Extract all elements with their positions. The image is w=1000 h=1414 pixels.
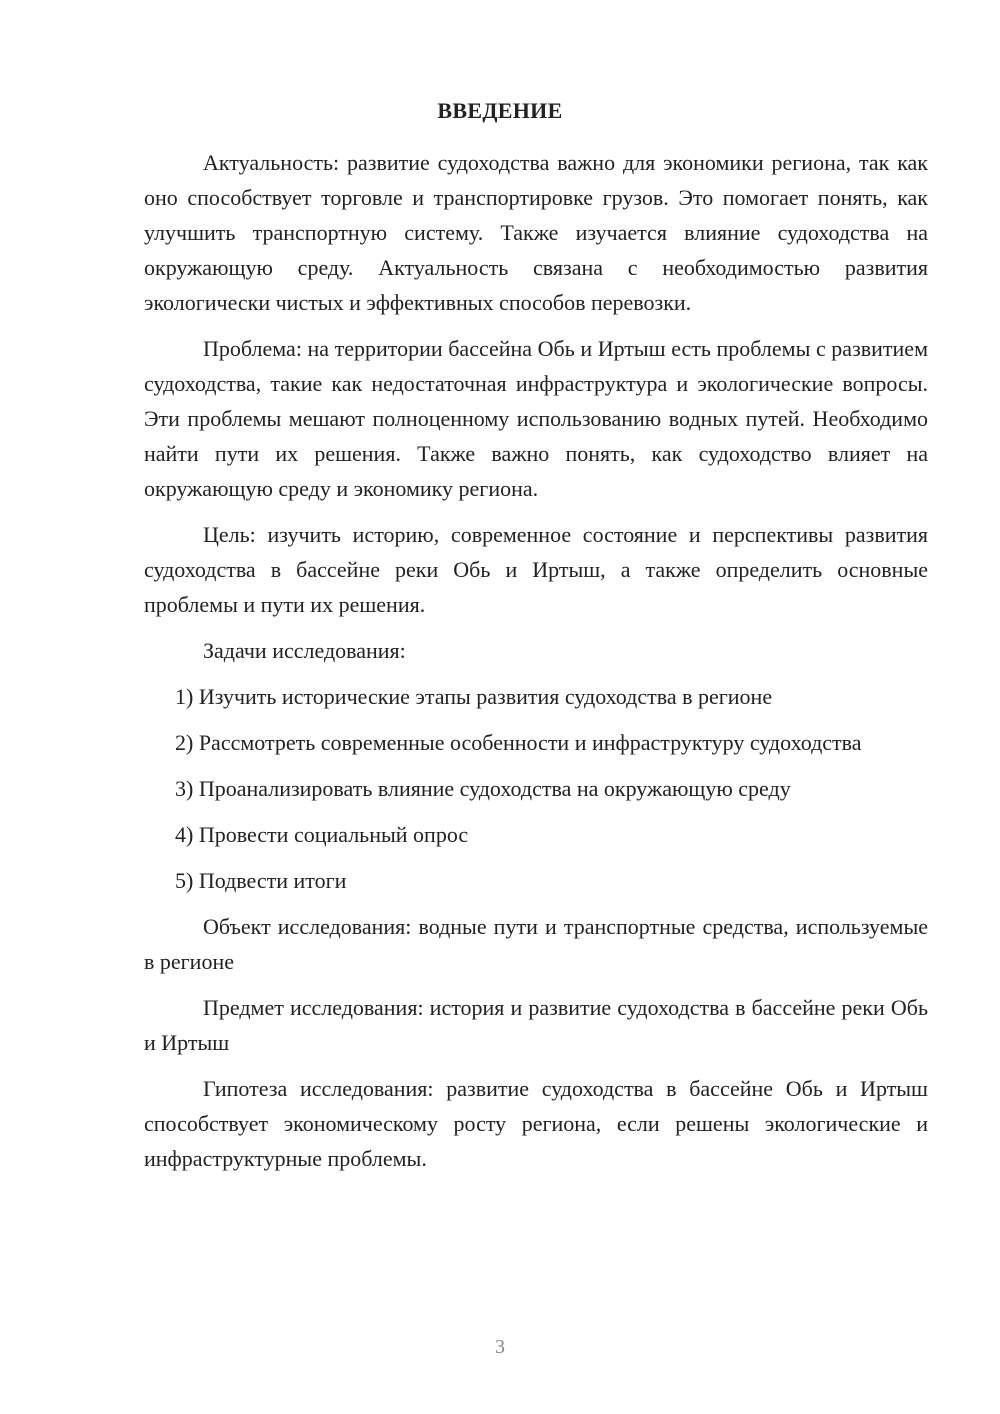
paragraph-object: Объект исследования: водные пути и транспортные средства, используемые в регионе [144,914,928,974]
page-number: 3 [495,1336,505,1358]
paragraph-goal: Цель: изучить историю, современное состояние и перспективы развития судоходства в бассейне реки Обь и Иртыш, а также определить основные проблемы и пути их решения. [144,522,928,617]
task-item: 5) Подвести итоги [175,868,347,893]
task-item: 4) Провести социальный опрос [175,822,469,847]
document-body [144,145,928,1187]
task-item: 3) Проанализировать влияние судоходства на окружающую среду [175,776,791,801]
paragraph-problem: Проблема: на территории бассейна Обь и Иртыш есть проблемы с развитием судоходства, такие как недостаточная инфраструктура и экологические вопросы. Эти проблемы мешают полноценному использованию водных путей. Необходимо найти пути их решения. Также важно понять, как судоходство влияет на окружающую среду и экономику региона. [144,336,928,501]
page-title: ВВЕДЕНИЕ [437,98,563,123]
paragraph-subject: Предмет исследования: история и развитие судоходства в бассейне реки Обь и Иртыш [144,995,928,1055]
paragraph-tasks-heading: Задачи исследования: [203,638,406,663]
task-item: 2) Рассмотреть современные особенности и инфраструктуру судоходства [175,730,862,755]
paragraph-relevance: Актуальность: развитие судоходства важно для экономики региона, так как оно способствует торговле и транспортировке грузов. Это помогает понять, как улучшить транспортную систему. Также изучается влияние судоходства на окружающую среду. Актуальность связана с необходимостью развития экологически чистых и эффективных способов перевозки. [144,150,928,315]
task-item: 1) Изучить исторические этапы развития судоходства в регионе [175,684,773,709]
paragraph-hypothesis: Гипотеза исследования: развитие судоходства в бассейне Обь и Иртыш способствует экономическому росту региона, если решены экологические и инфраструктурные проблемы. [144,1076,928,1171]
